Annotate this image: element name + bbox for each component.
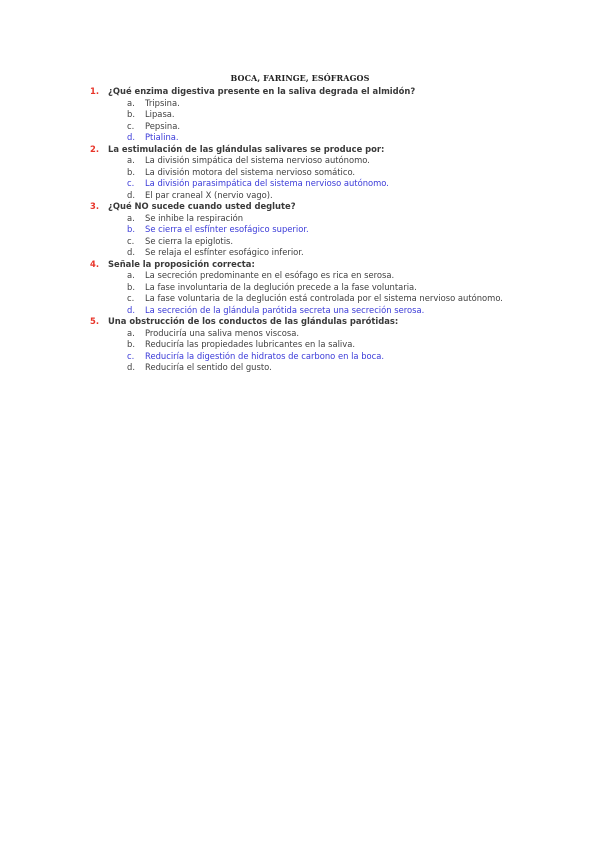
option-c xyxy=(90,178,530,190)
option-text: La secreción predominante en el esófago es rica en serosa. xyxy=(145,270,395,280)
option-c xyxy=(90,121,530,133)
question-text: Señale la proposición correcta: xyxy=(108,258,255,269)
option-text: La secreción de la glándula parótida secreta una secreción serosa. xyxy=(145,304,425,315)
option-letter: b. xyxy=(127,224,135,234)
option-letter: d. xyxy=(127,362,135,372)
option-letter: a. xyxy=(127,97,135,108)
option-d xyxy=(90,132,530,144)
option-letter: a. xyxy=(127,327,135,338)
option-text: Reduciría el sentido del gusto. xyxy=(145,362,272,372)
option-text: Se inhibe la respiración xyxy=(145,212,244,223)
question-text: ¿Qué enzima digestiva presente en la saliva degrada el almidón? xyxy=(108,86,416,96)
option-text: Se cierra el esfínter esofágico superior. xyxy=(145,224,309,234)
option-text: Se cierra la epiglotis. xyxy=(145,235,234,246)
option-text: Reduciría la digestión de hidratos de carbono en la boca. xyxy=(145,350,385,361)
question-number: 3. xyxy=(90,201,100,211)
question-text: La estimulación de las glándulas salivares se produce por: xyxy=(108,143,385,154)
option-list xyxy=(90,98,530,144)
option-text: La división simpática del sistema nervioso autónomo. xyxy=(145,155,370,165)
option-text: Se relaja el esfínter esofágico inferior. xyxy=(145,247,304,257)
option-d xyxy=(90,305,530,317)
option-c xyxy=(90,351,530,363)
question-number: 1. xyxy=(90,86,100,96)
question-header xyxy=(90,144,530,156)
question-5 xyxy=(90,316,530,374)
option-text: Lipasa. xyxy=(145,109,175,119)
option-letter: d. xyxy=(127,304,135,315)
option-text: La fase involuntaria de la deglución precede a la fase voluntaria. xyxy=(145,281,417,292)
option-list xyxy=(90,155,530,201)
option-list xyxy=(90,328,530,374)
question-text: Una obstrucción de los conductos de las glándulas parótidas: xyxy=(108,316,399,326)
option-letter: a. xyxy=(127,270,135,280)
option-a xyxy=(90,328,530,340)
option-b xyxy=(90,224,530,236)
question-header xyxy=(90,316,530,328)
option-text: La división parasimpática del sistema nervioso autónomo. xyxy=(145,178,389,188)
option-b xyxy=(90,282,530,294)
option-b xyxy=(90,339,530,351)
document-title: BOCA, FARINGE, ESÓFRAGOS xyxy=(230,73,370,83)
question-number: 2. xyxy=(90,143,100,154)
option-text: La división motora del sistema nervioso somático. xyxy=(145,166,356,177)
option-letter: d. xyxy=(127,247,135,257)
option-text: Reduciría las propiedades lubricantes en la saliva. xyxy=(145,339,356,349)
option-d xyxy=(90,247,530,259)
option-c xyxy=(90,293,530,305)
option-letter: d. xyxy=(127,189,135,200)
option-b xyxy=(90,109,530,121)
question-list xyxy=(90,86,530,374)
option-c xyxy=(90,236,530,248)
option-letter: c. xyxy=(127,120,135,131)
option-text: El par craneal X (nervio vago). xyxy=(145,189,273,200)
option-a xyxy=(90,98,530,110)
option-text: Tripsina. xyxy=(145,97,180,108)
question-number: 5. xyxy=(90,316,100,326)
question-text: ¿Qué NO sucede cuando usted deglute? xyxy=(108,201,296,211)
option-d xyxy=(90,362,530,374)
option-list xyxy=(90,270,530,316)
option-d xyxy=(90,190,530,202)
option-letter: c. xyxy=(127,350,135,361)
option-letter: c. xyxy=(127,293,135,303)
option-letter: a. xyxy=(127,212,135,223)
question-header xyxy=(90,259,530,271)
option-letter: b. xyxy=(127,281,135,292)
option-text: La fase voluntaria de la deglución está controlada por el sistema nervioso autónomo. xyxy=(145,293,503,303)
option-letter: b. xyxy=(127,166,135,177)
question-number: 4. xyxy=(90,258,100,269)
question-2 xyxy=(90,144,530,202)
question-header xyxy=(90,201,530,213)
option-text: Ptialina. xyxy=(145,132,179,142)
option-a xyxy=(90,270,530,282)
option-letter: a. xyxy=(127,155,135,165)
option-a xyxy=(90,213,530,225)
option-letter: d. xyxy=(127,132,135,142)
option-list xyxy=(90,213,530,259)
question-1 xyxy=(90,86,530,144)
option-text: Pepsina. xyxy=(145,120,181,131)
option-letter: b. xyxy=(127,339,135,349)
question-3 xyxy=(90,201,530,259)
option-a xyxy=(90,155,530,167)
option-letter: c. xyxy=(127,235,135,246)
option-letter: b. xyxy=(127,109,135,119)
option-letter: c. xyxy=(127,178,135,188)
option-b xyxy=(90,167,530,179)
question-4 xyxy=(90,259,530,317)
option-text: Produciría una saliva menos viscosa. xyxy=(145,327,300,338)
question-header xyxy=(90,86,530,98)
